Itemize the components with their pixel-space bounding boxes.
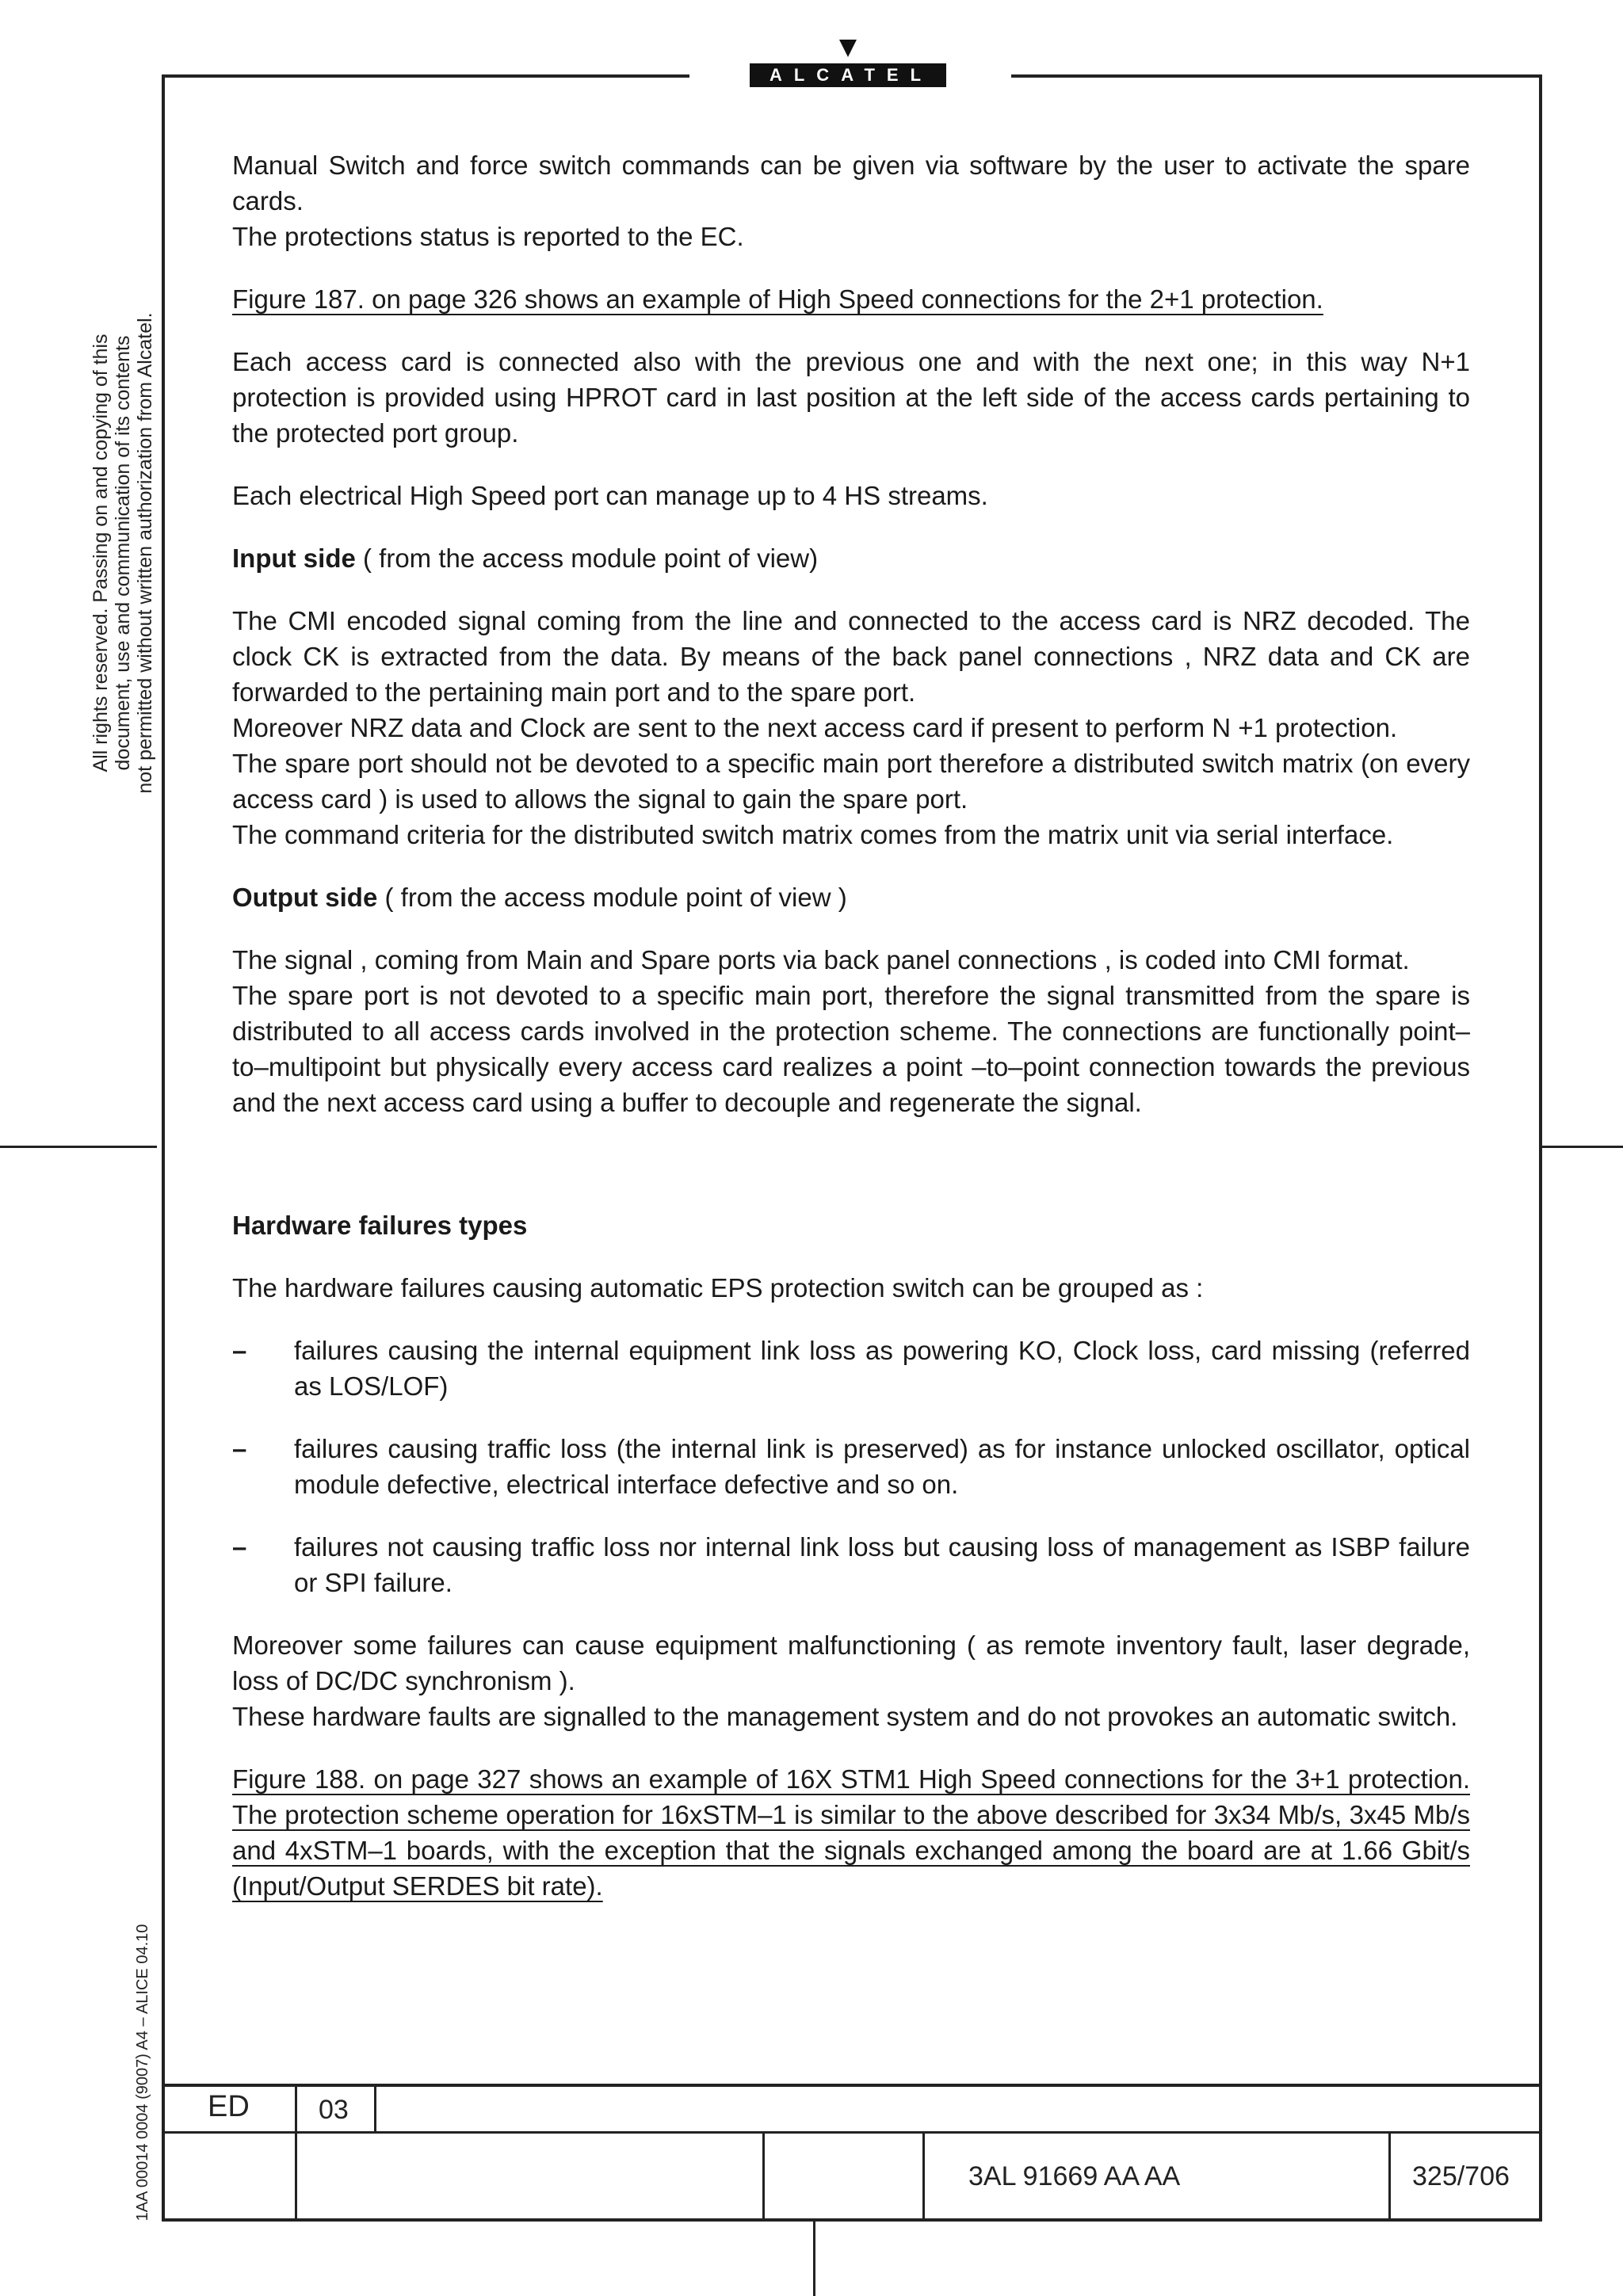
output-side-heading: [232, 879, 1470, 915]
document-code: 3AL 91669 AA AA: [968, 2161, 1181, 2191]
footer-divider: [374, 2084, 376, 2131]
output-side-note: ( from the access module point of view ): [377, 883, 847, 912]
text-line: The spare port should not be devoted to a specific main port therefore a distributed switch matrix (on every access card ) is used to allows the signal to gain the spare port.: [232, 749, 1470, 814]
footer-divider: [295, 2084, 297, 2222]
list-item: [232, 1333, 1470, 1404]
copyright-line-1: All rights reserved. Passing on and copying of this: [90, 334, 112, 772]
output-side-label: Output side: [232, 883, 378, 912]
list-item: [232, 1529, 1470, 1600]
form-code: 1AA 00014 0004 (9007) A4 – ALICE 04.10: [134, 1924, 151, 2222]
text-line: The command criteria for the distributed switch matrix comes from the matrix unit via serial interface.: [232, 820, 1394, 849]
copyright-notice: [90, 307, 156, 799]
paragraph-access-card: Each access card is connected also with the previous one and with the next one; in this way N+1 protection is provided using HPROT card in last position at the left side of the access cards pertaining to the protected port group.: [232, 347, 1470, 448]
footer-divider: [762, 2131, 765, 2222]
footer-mid-rule: [162, 2131, 1542, 2134]
edition-label: ED: [208, 2090, 250, 2123]
text-line: Moreover some failures can cause equipment malfunctioning ( as remote inventory fault, laser degrade, loss of DC/DC synchronism ).: [232, 1630, 1470, 1695]
paragraph-cmi-output: [232, 942, 1470, 1120]
figure-187-link[interactable]: Figure 187. on page 326 shows an example of High Speed connections for the 2+1 protection.: [232, 284, 1323, 314]
left-margin-line: [0, 1146, 157, 1148]
paragraph-manual-switch: [232, 147, 1470, 254]
footer-divider: [1388, 2131, 1391, 2222]
logo-text: ALCATEL: [750, 63, 946, 87]
copyright-line-3: not permitted without written authorization from Alcatel.: [134, 312, 156, 794]
paragraph-malfunctioning: [232, 1627, 1470, 1734]
paragraph-figure-187: [232, 281, 1470, 317]
page-number: 325/706: [1412, 2161, 1510, 2191]
hardware-failures-heading: Hardware failures types: [232, 1211, 528, 1240]
bullet-dash: –: [232, 1532, 247, 1562]
footer-top-rule: [162, 2084, 1542, 2087]
text-line: These hardware faults are signalled to the management system and do not provokes an automatic switch.: [232, 1702, 1458, 1731]
input-side-note: ( from the access module point of view): [355, 543, 819, 573]
bullet-text: failures causing the internal equipment link loss as powering KO, Clock loss, card missing (referred as LOS/LOF): [294, 1336, 1470, 1401]
copyright-line-2: document, use and communication of its contents: [112, 335, 134, 771]
footer-divider: [922, 2131, 925, 2222]
document-body: [232, 147, 1470, 1931]
figure-188-link[interactable]: Figure 188. on page 327 shows an example of 16X STM1 High Speed connections for the 3+1 protection. The protection scheme operation for 16xSTM–1 is similar to the above described for 3x34 Mb/s, 3x45 Mb/s and 4xSTM–1 boards, with the exception that the signals exchanged among the board are at 1.66 Gbit/s (Input/Output SERDES bit rate).: [232, 1764, 1470, 1901]
paragraph-hw-failures-intro: The hardware failures causing automatic EPS protection switch can be grouped as :: [232, 1273, 1204, 1302]
footer-table: [162, 2084, 1542, 2222]
paragraph-figure-188: [232, 1761, 1470, 1904]
list-item: [232, 1431, 1470, 1502]
paragraph-hs-streams: Each electrical High Speed port can manage up to 4 HS streams.: [232, 481, 988, 510]
paragraph-cmi-input: [232, 603, 1470, 852]
bullet-text: failures causing traffic loss (the internal link is preserved) as for instance unlocked oscillator, optical module defective, electrical interface defective and so on.: [294, 1434, 1470, 1499]
bullet-text: failures not causing traffic loss nor internal link loss but causing loss of management as ISBP failure or SPI failure.: [294, 1532, 1470, 1597]
text-line: Manual Switch and force switch commands can be given via software by the user to activate the spare cards.: [232, 151, 1470, 215]
alcatel-logo: [750, 40, 946, 95]
bullet-dash: –: [232, 1336, 247, 1365]
text-line: Moreover NRZ data and Clock are sent to the next access card if present to perform N +1 protection.: [232, 713, 1398, 742]
text-line: The spare port is not devoted to a specific main port, therefore the signal transmitted from the spare is distributed to all access cards involved in the protection scheme. The connections are functionally point–to–multipoint but physically every access card realizes a point –to–point connection towards the previous and the next access card using a buffer to decouple and regenerate the signal.: [232, 981, 1470, 1117]
right-margin-line: [1542, 1146, 1623, 1148]
text-line: The protections status is reported to the EC.: [232, 222, 744, 251]
input-side-label: Input side: [232, 543, 356, 573]
text-line: The signal , coming from Main and Spare ports via back panel connections , is coded into CMI format.: [232, 945, 1410, 974]
text-line: The CMI encoded signal coming from the line and connected to the access card is NRZ decoded. The clock CK is extracted from the data. By means of the back panel connections , NRZ data and CK are forwarded to the pertaining main port and to the spare port.: [232, 606, 1470, 707]
logo-triangle-icon: [839, 40, 857, 57]
input-side-heading: [232, 540, 1470, 576]
footer-tail-line: [813, 2222, 815, 2296]
edition-value: 03: [319, 2095, 349, 2125]
bullet-dash: –: [232, 1434, 247, 1463]
